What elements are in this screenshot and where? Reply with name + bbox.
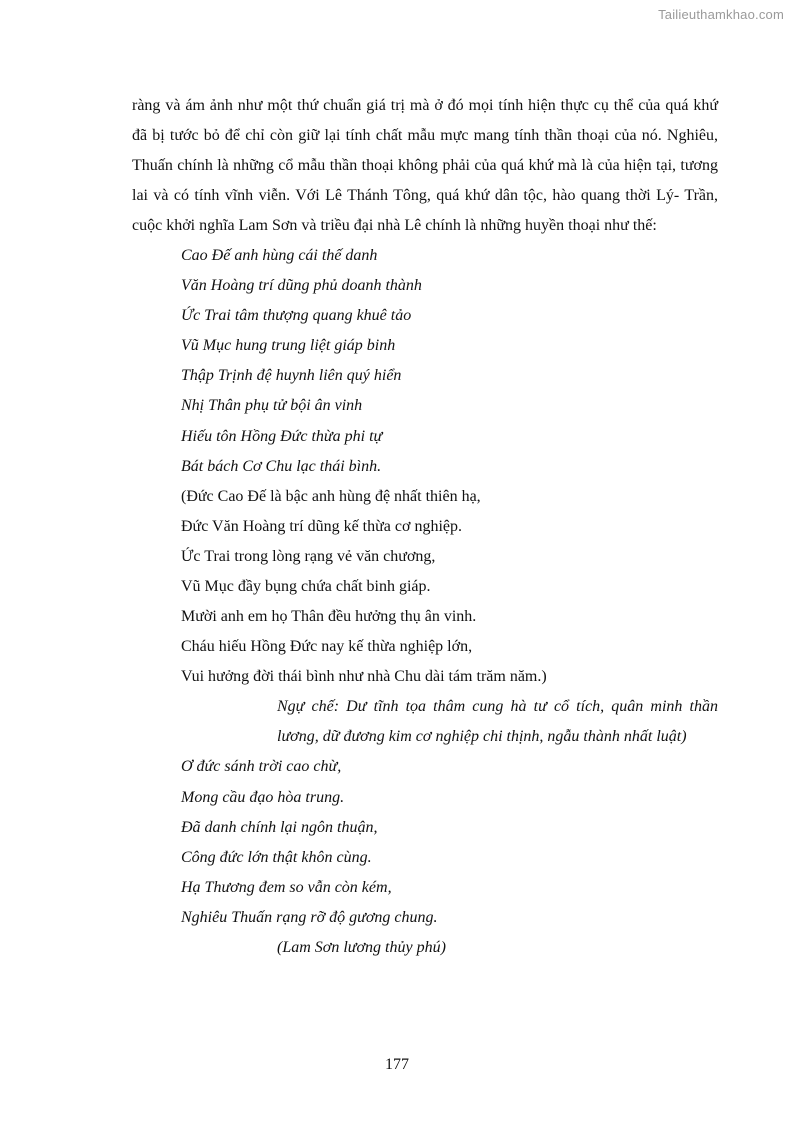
poem-line: Thập Trịnh đệ huynh liên quý hiển (181, 367, 402, 385)
poem-line: Nghiêu Thuấn rạng rỡ độ gương chung. (181, 908, 438, 926)
page-number: 177 (385, 1056, 409, 1073)
poem-second-source: (Lam Sơn lương thủy phú) (277, 938, 446, 956)
poem-translation (181, 482, 718, 693)
poem-second (181, 752, 718, 933)
poem-line: Công đức lớn thật khôn cùng. (181, 848, 372, 866)
translation-line: (Đức Cao Đế là bậc anh hùng đệ nhất thiên hạ, (181, 487, 481, 505)
translation-line: Vui hưởng đời thái bình như nhà Chu dài tám trăm năm.) (181, 668, 547, 686)
poem-source-citation: Ngự chế: Dư tĩnh tọa thâm cung hà tư cổ tích, quân minh thần lương, dữ đương kim cơ nghiệp chi thịnh, ngẫu thành nhất luật) (277, 698, 718, 746)
page-body (132, 91, 718, 963)
translation-line: Mười anh em họ Thân đều hưởng thụ ân vinh. (181, 608, 477, 626)
poem-line: Cao Đế anh hùng cái thế danh (181, 247, 378, 264)
poem-line: Hiếu tôn Hồng Đức thừa phi tự (181, 427, 383, 445)
translation-line: Cháu hiếu Hồng Đức nay kế thừa nghiệp lớn, (181, 638, 473, 656)
intro-paragraph: ràng và ám ảnh như một thứ chuẩn giá trị mà ở đó mọi tính hiện thực cụ thể của quá khứ đã bị tước bỏ để chỉ còn giữ lại tính chất mẫu mực mang tính thần thoại của nó. Nghiêu, Thuấn chính là những cổ mẫu thần thoại không phải của quá khứ mà là của hiện tại, tương lai và có tính vĩnh viễn. Với Lê Thánh Tông, quá khứ dân tộc, hào quang thời Lý- Trần, cuộc khởi nghĩa Lam Sơn và triều đại nhà Lê chính là những huyền thoại như thế: (132, 97, 718, 234)
poem-line: Mong cầu đạo hòa trung. (181, 788, 345, 806)
poem-line: Bát bách Cơ Chu lạc thái bình. (181, 457, 382, 475)
translation-line: Ức Trai trong lòng rạng vẻ văn chương, (181, 547, 436, 565)
poem-line: Vũ Mục hung trung liệt giáp binh (181, 337, 396, 355)
watermark: Tailieuthamkhao.com (658, 7, 784, 22)
translation-line: Đức Văn Hoàng trí dũng kế thừa cơ nghiệp. (181, 517, 462, 535)
poem-line: Nhị Thân phụ tử bội ân vinh (181, 397, 363, 415)
poem-line: Ức Trai tâm thượng quang khuê tảo (181, 307, 412, 325)
poem-line: Văn Hoàng trí dũng phủ doanh thành (181, 277, 422, 295)
poem-line: Hạ Thương đem so vẫn còn kém, (181, 878, 392, 896)
poem-line: Đã danh chính lại ngôn thuận, (181, 818, 378, 836)
poem-original (181, 241, 718, 482)
poem-line: Ơ đức sánh trời cao chừ, (181, 758, 342, 776)
translation-line: Vũ Mục đầy bụng chứa chất binh giáp. (181, 578, 431, 596)
